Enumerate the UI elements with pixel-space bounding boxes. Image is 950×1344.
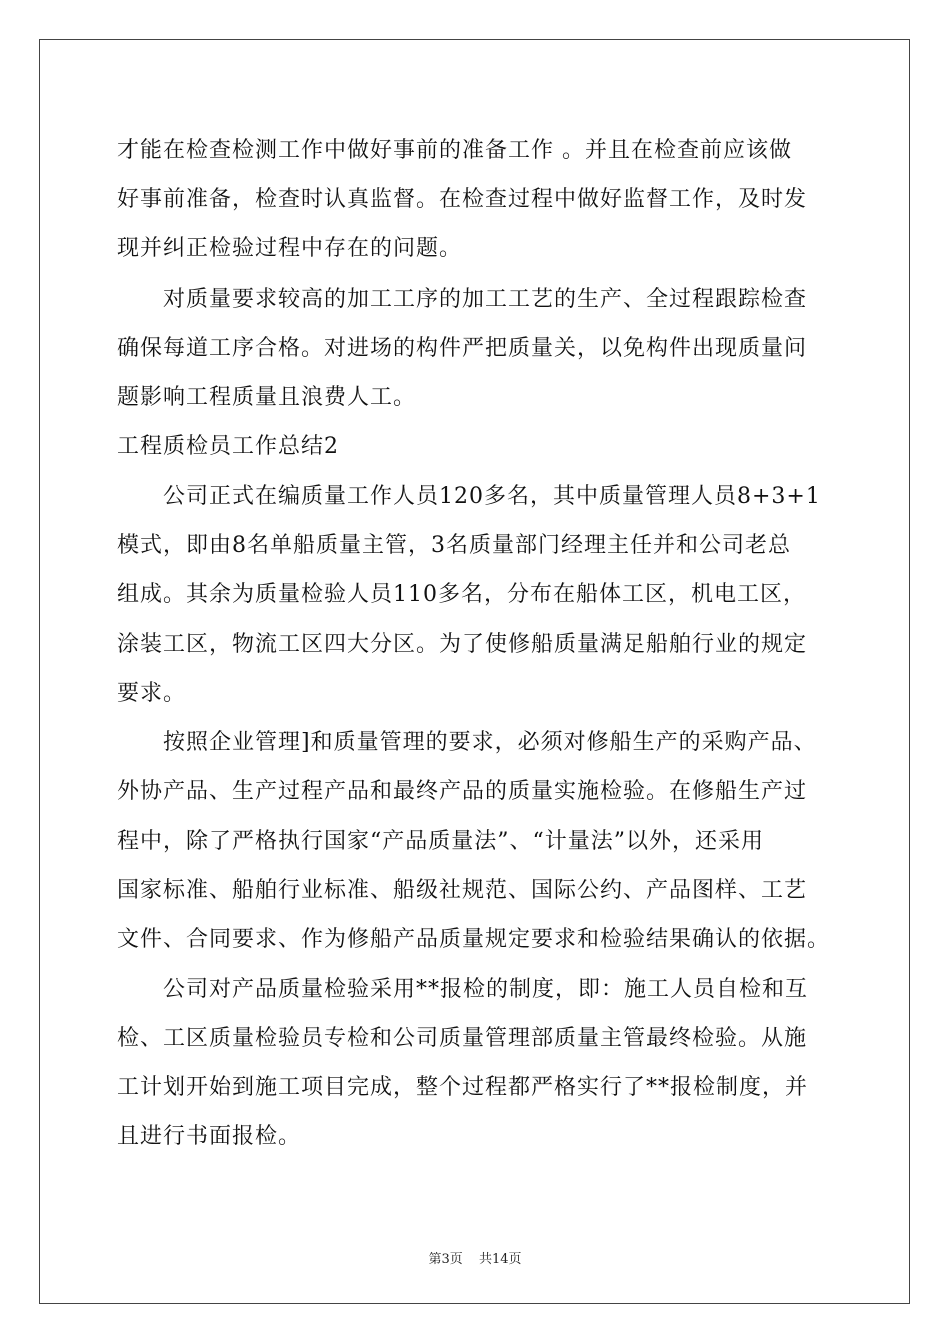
text-line: 且进行书面报检。: [117, 1124, 302, 1149]
text-line: 工计划开始到施工项目完成，整个过程都严格实行了**报检制度，并: [117, 1075, 809, 1100]
text-line: 程中，除了严格执行国家“产品质量法”、“计量法”以外，还采用: [117, 829, 764, 854]
text-line: 按照企业管理]和质量管理的要求，必须对修船生产的采购产品、: [117, 730, 817, 755]
page-total: 共14页: [478, 1252, 522, 1267]
page-number: 第3页: [428, 1252, 463, 1267]
text-line: 国家标准、船舶行业标准、船级社规范、国际公约、产品图样、工艺: [117, 878, 808, 903]
text-line: 确保每道工序合格。对进场的构件严把质量关，以免构件出现质量问: [117, 336, 808, 361]
text-line: 模式，即由8名单船质量主管，3名质量部门经理主任并和公司老总: [117, 533, 791, 558]
text-line: 要求。: [117, 681, 187, 706]
text-line: 才能在检查检测工作中做好事前的准备工作 。并且在检查前应该做: [117, 138, 792, 163]
text-line: 题影响工程质量且浪费人工。: [117, 385, 417, 410]
text-line: 公司正式在编质量工作人员120多名，其中质量管理人员8+3+1: [117, 484, 821, 509]
text-line: 文件、合同要求、作为修船产品质量规定要求和检验结果确认的依据。: [117, 927, 831, 952]
text-line: 检、工区质量检验员专检和公司质量管理部质量主管最终检验。从施: [117, 1026, 808, 1051]
text-line: 现并纠正检验过程中存在的问题。: [117, 236, 463, 261]
section-heading: 工程质检员工作总结2: [117, 434, 339, 459]
text-line: 涂装工区，物流工区四大分区。为了使修船质量满足船舶行业的规定: [117, 632, 808, 657]
text-line: 对质量要求较高的加工工序的加工工艺的生产、全过程跟踪检查: [117, 287, 808, 312]
text-line: 好事前准备，检查时认真监督。在检查过程中做好监督工作，及时发: [117, 187, 808, 212]
text-line: 外协产品、生产过程产品和最终产品的质量实施检验。在修船生产过: [117, 779, 808, 804]
page-border: [39, 39, 910, 1304]
text-line: 公司对产品质量检验采用**报检的制度，即：施工人员自检和互: [117, 977, 809, 1002]
page-footer: [0, 1248, 950, 1267]
text-line: 组成。其余为质量检验人员110多名，分布在船体工区，机电工区，: [117, 582, 806, 607]
